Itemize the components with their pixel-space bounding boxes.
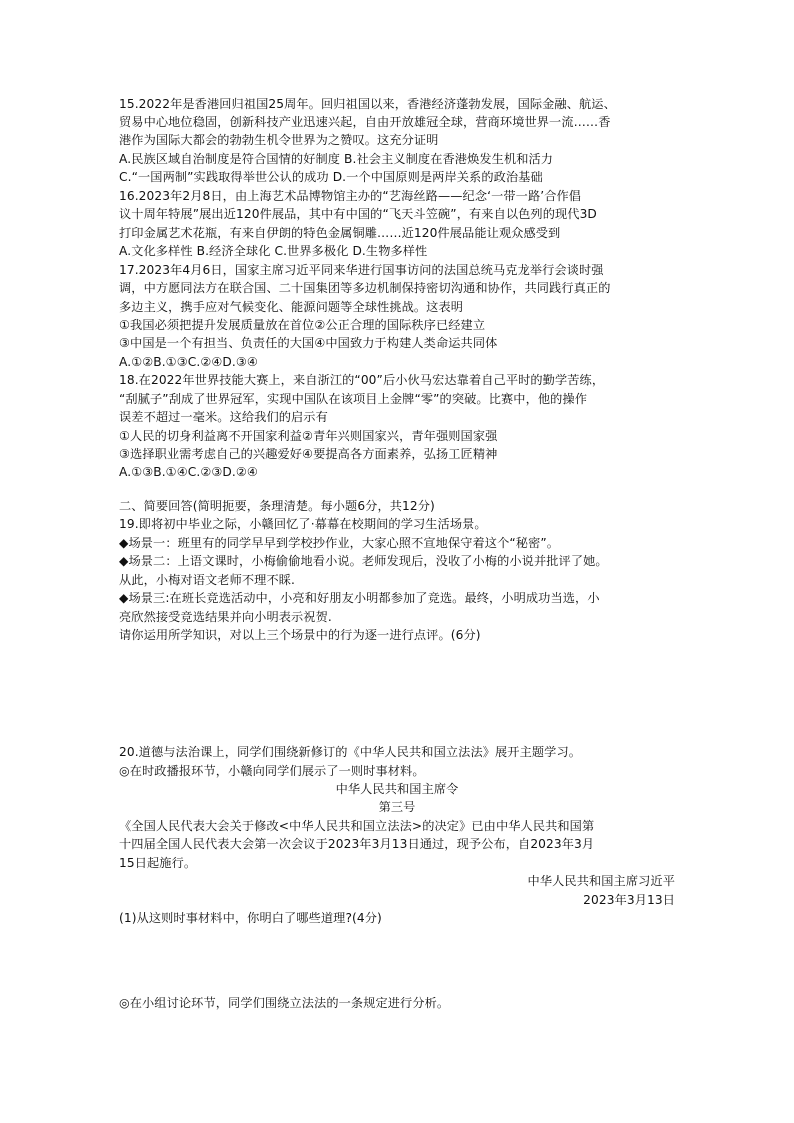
q16-stem-line-3: 打印金属艺术花瓶，有来自伊朗的特色金属铜雕……近120件展品能让观众感受到 bbox=[119, 226, 561, 240]
q15-options-cd: C.“一国两制”实践取得举世公认的成功 D.一个中国原则是两岸关系的政治基础 bbox=[119, 170, 543, 184]
q19-stem: 19.即将初中毕业之际，小赣回忆了·幕幕在校期间的学习生活场景。 bbox=[119, 517, 487, 531]
q17-stem-line-2: 调，中方愿同法方在联合国、二十国集团等多边机制保持密切沟通和协作，共同践行真正的 bbox=[119, 281, 611, 295]
q17-options: A.①②B.①③C.②④D.③④ bbox=[119, 355, 258, 369]
q15-stem-line-2: 贸易中心地位稳固，创新科技产业迅速兴起，自由开放雄冠全球，营商环境世界一流……香 bbox=[119, 115, 611, 129]
q18-options: A.①③B.①④C.②③D.②④ bbox=[119, 465, 258, 479]
q16-stem-line-2: 议十周年特展”展出近120件展品，其中有中国的“飞天斗笠碗”，有来自以色列的现代3D bbox=[119, 207, 597, 221]
q20-discussion-intro: ◎在小组讨论环节，同学们围绕立法法的一条规定进行分析。 bbox=[119, 996, 450, 1010]
q18-stem-line-2: “刮腻子”刮成了世界冠军，实现中国队在该项目上金牌“零”的突破。比赛中，他的操作 bbox=[119, 392, 588, 406]
decree-body-line-1: 《全国人民代表大会关于修改<中华人民共和国立法法>的决定》已由中华人民共和国第 bbox=[119, 819, 595, 833]
decree-body-line-3: 15日起施行。 bbox=[119, 856, 197, 870]
q20-news-intro: ◎在时政播报环节，小赣向同学们展示了一则时事材料。 bbox=[119, 764, 425, 778]
decree-date: 2023年3月13日 bbox=[583, 893, 675, 907]
q16-options: A.文化多样性 B.经济全球化 C.世界多极化 D.生物多样性 bbox=[119, 244, 428, 258]
q19-scene-1: ◆场景一：班里有的同学早早到学校抄作业，大家心照不宣地保守着这个“秘密”。 bbox=[119, 536, 560, 550]
q18-statements-1-2: ①人民的切身利益离不开国家利益②青年兴则国家兴，青年强则国家强 bbox=[119, 429, 498, 443]
decree-signature: 中华人民共和国主席习近平 bbox=[527, 874, 675, 888]
q15-stem-line-3: 港作为国际大都会的勃勃生机令世界为之赞叹。这充分证明 bbox=[119, 133, 439, 147]
q17-statements-3-4: ③中国是一个有担当、负责任的大国④中国致力于构建人类命运共同体 bbox=[119, 336, 498, 350]
q15-options-ab: A.民族区域自治制度是符合国情的好制度 B.社会主义制度在香港焕发生机和活力 bbox=[119, 152, 554, 166]
q18-stem-line-1: 18.在2022年世界技能大赛上，来自浙江的“00”后小伙马宏达靠着自己平时的勤学苦练， bbox=[119, 373, 605, 387]
decree-title: 中华人民共和国主席令 bbox=[335, 782, 459, 796]
q20-sub-1-prompt: (1)从这则时事材料中，你明白了哪些道理?(4分) bbox=[119, 911, 382, 925]
q19-scene-3-cont: 亮欣然接受竞选结果并向小明表示祝贺. bbox=[119, 610, 332, 624]
q19-scene-3: ◆场景三:在班长竞选活动中，小亮和好朋友小明都参加了竞选。最终，小明成功当选，小 bbox=[119, 591, 600, 605]
decree-body-line-2: 十四届全国人民代表大会第一次会议于2023年3月13日通过，现予公布，自2023年3月 bbox=[119, 837, 595, 851]
q17-statements-1-2: ①我国必须把提升发展质量放在首位②公正合理的国际秩序已经建立 bbox=[119, 318, 486, 332]
q16-stem-line-1: 16.2023年2月8日，由上海艺术品博物馆主办的“艺海丝路——纪念‘一带一路’合作倡 bbox=[119, 189, 582, 203]
q18-stem-line-3: 误差不超过一毫米。这给我们的启示有 bbox=[119, 410, 328, 424]
q19-prompt: 请你运用所学知识，对以上三个场景中的行为逐一进行点评。(6分) bbox=[119, 628, 481, 642]
q17-stem-line-1: 17.2023年4月6日，国家主席习近平同来华进行国事访问的法国总统马克龙举行会谈时强 bbox=[119, 263, 604, 277]
q18-statements-3-4: ③选择职业需考虑自己的兴趣爱好④要提高各方面素养，弘扬工匠精神 bbox=[119, 447, 498, 461]
q15-stem-line-1: 15.2022年是香港回归祖国25周年。回归祖国以来，香港经济蓬勃发展，国际金融、航运、 bbox=[119, 97, 616, 111]
decree-number: 第三号 bbox=[378, 800, 416, 814]
q17-stem-line-3: 多边主义，携手应对气候变化、能源问题等全球性挑战。这表明 bbox=[119, 300, 464, 314]
q19-scene-2-cont: 从此，小梅对语文老师不理不睬. bbox=[119, 573, 295, 587]
section-2-heading: 二、简要回答(简明扼要，条理清楚。每小题6分，共12分) bbox=[119, 499, 435, 513]
q20-stem: 20.道德与法治课上，同学们围绕新修订的《中华人民共和国立法法》展开主题学习。 bbox=[119, 745, 582, 759]
q19-scene-2: ◆场景二：上语文课时，小梅偷偷地看小说。老师发现后，没收了小梅的小说并批评了她。 bbox=[119, 554, 608, 568]
